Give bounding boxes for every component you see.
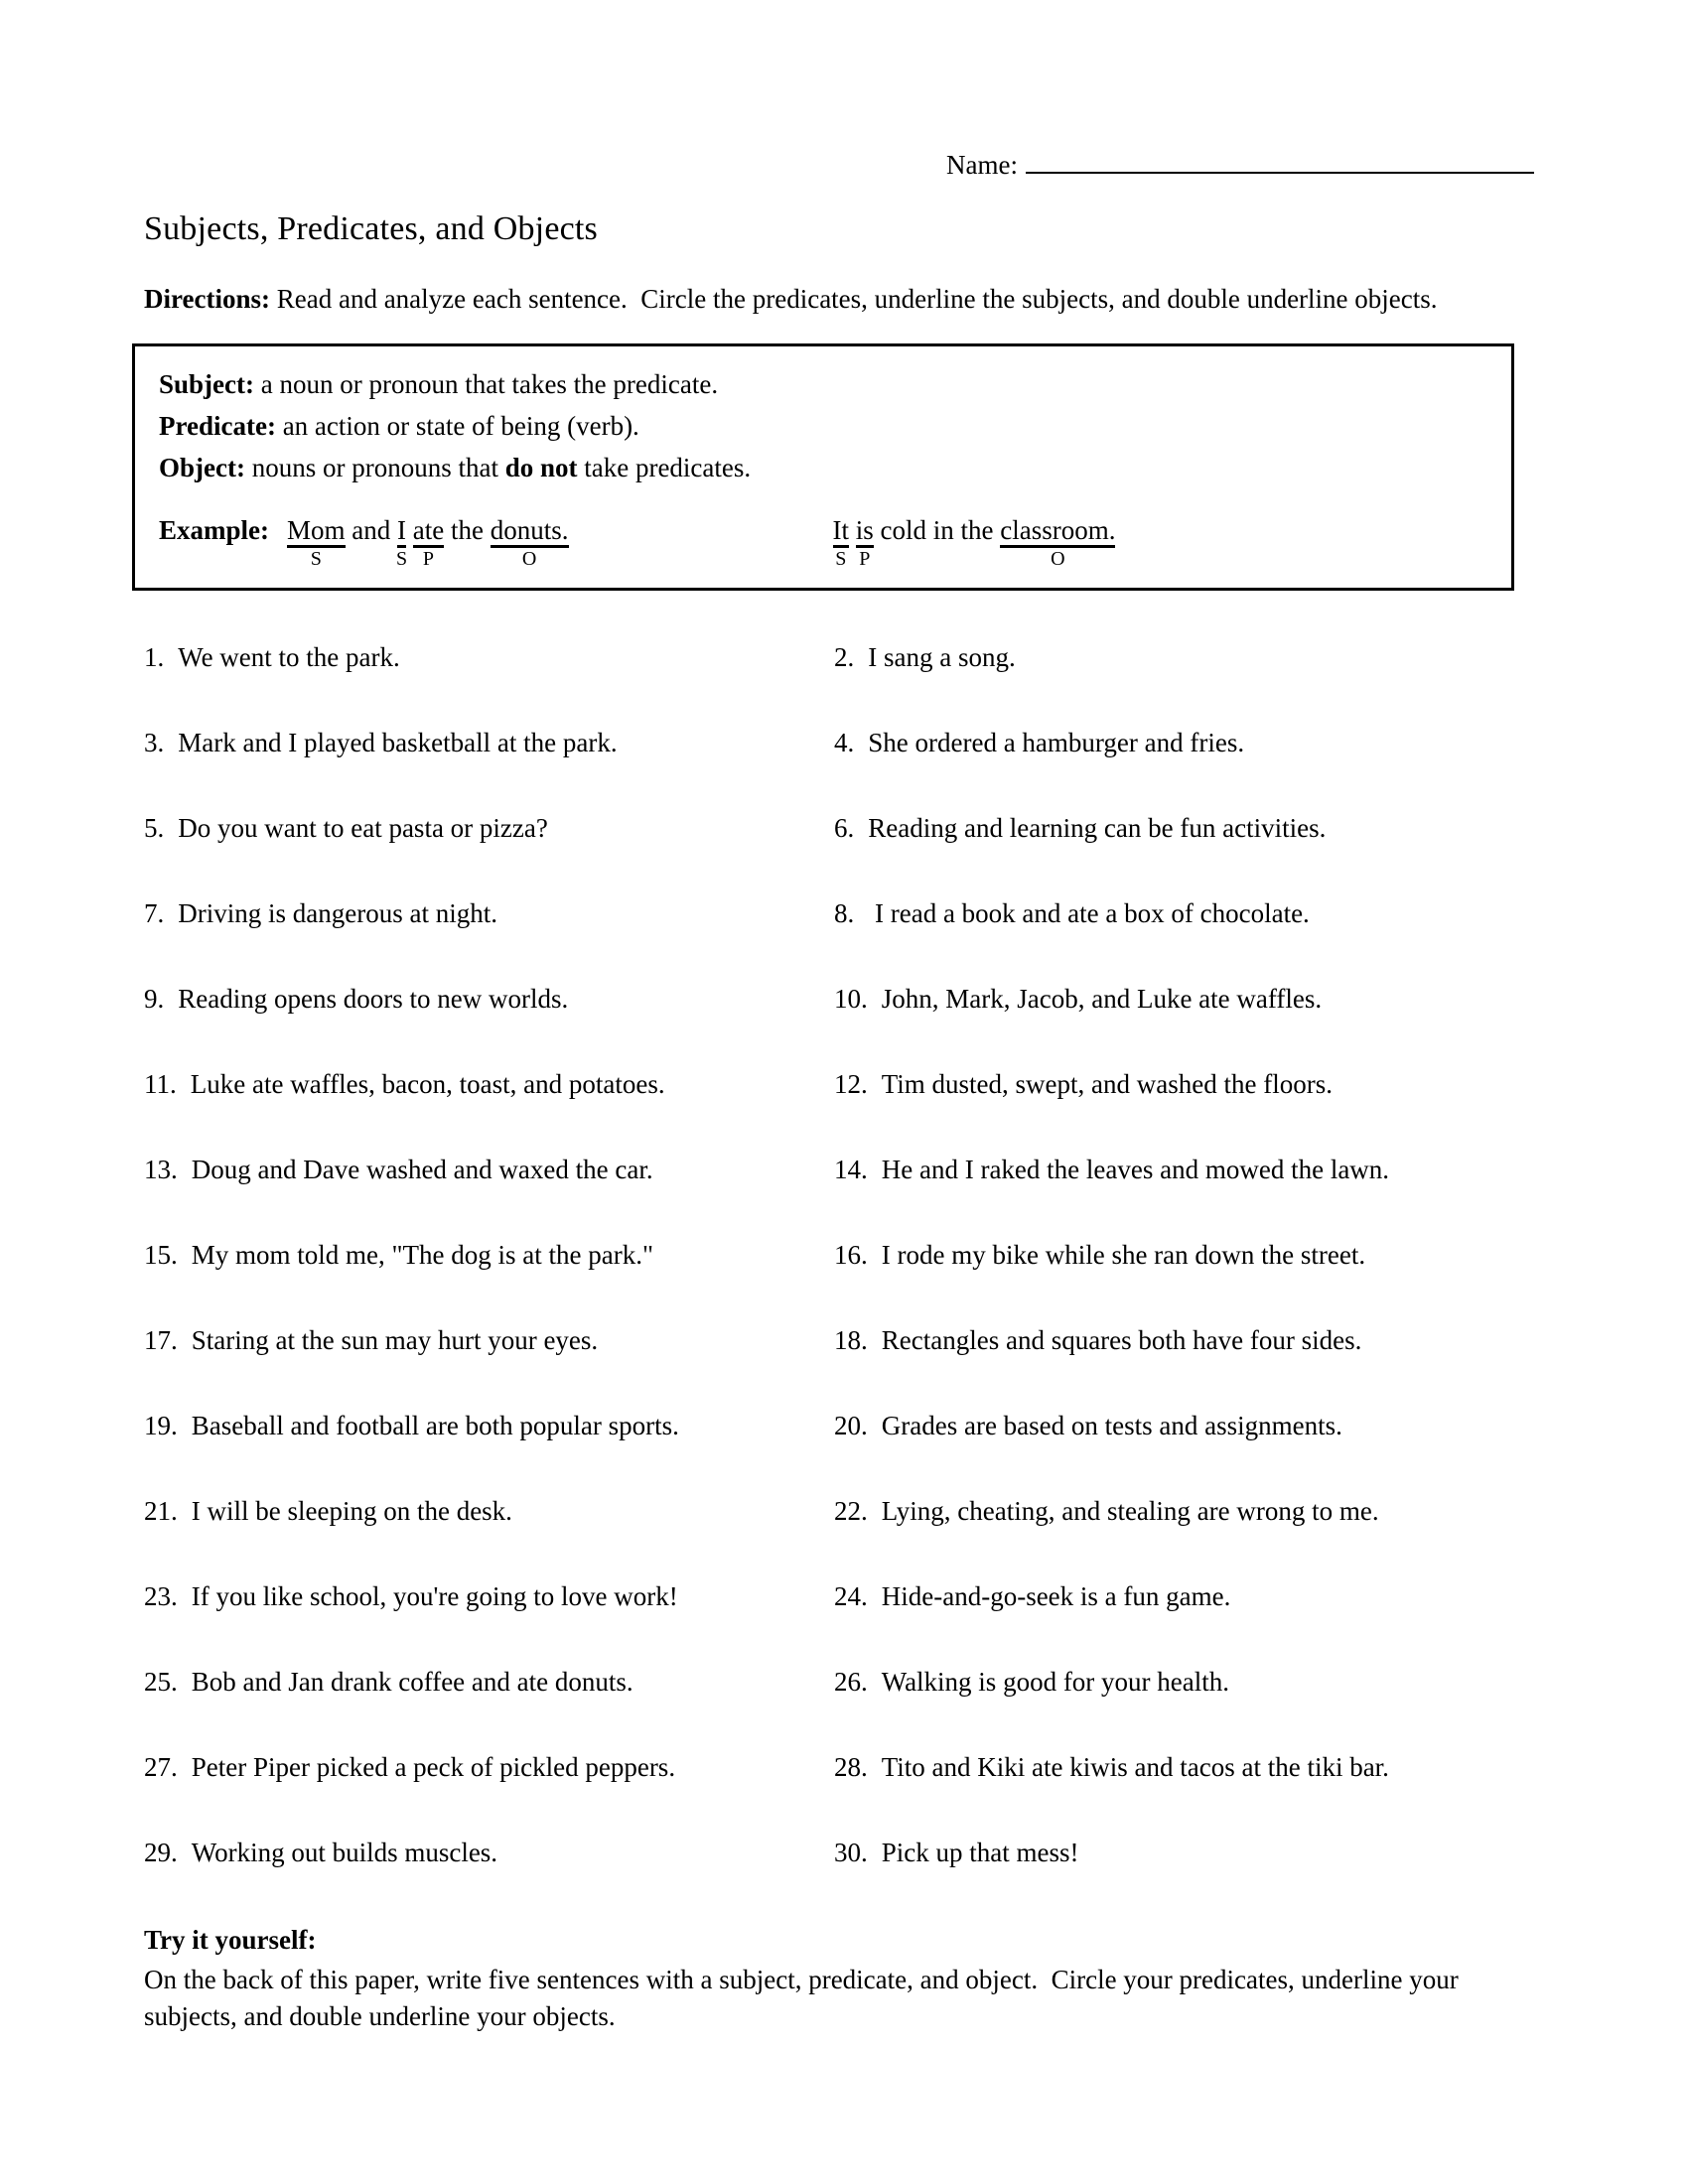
item-text: Tito and Kiki ate kiwis and tacos at the tiki bar. bbox=[881, 1752, 1389, 1783]
item-text: Do you want to eat pasta or pizza? bbox=[178, 813, 548, 844]
item-number: 29. bbox=[144, 1838, 178, 1868]
worksheet-title: Subjects, Predicates, and Objects bbox=[144, 210, 598, 247]
item-text: We went to the park. bbox=[178, 642, 400, 673]
item-number: 13. bbox=[144, 1155, 178, 1185]
text-run: cold in the bbox=[873, 515, 1001, 546]
list-item bbox=[144, 1579, 834, 1613]
directions bbox=[144, 282, 1529, 318]
text-run: and bbox=[345, 515, 397, 546]
list-item bbox=[834, 1836, 1534, 1869]
list-item bbox=[834, 1494, 1534, 1528]
list-item bbox=[144, 640, 834, 674]
item-number: 25. bbox=[144, 1667, 178, 1698]
item-text: Working out builds muscles. bbox=[191, 1838, 498, 1868]
list-item bbox=[834, 1409, 1534, 1442]
item-text: If you like school, you're going to love work! bbox=[191, 1581, 678, 1612]
example-word-s: Mom S bbox=[287, 515, 346, 548]
try-text: On the back of this paper, write five sentences with a subject, predicate, and object. Circle your predicates, underline your subjects, and double underline your objects. bbox=[144, 1965, 1459, 2031]
list-item bbox=[834, 1238, 1534, 1272]
item-text: Hide-and-go-seek is a fun game. bbox=[881, 1581, 1231, 1612]
item-text: He and I raked the leaves and mowed the lawn. bbox=[881, 1155, 1390, 1185]
item-number: 10. bbox=[834, 984, 868, 1015]
list-item bbox=[834, 1579, 1534, 1613]
list-item bbox=[144, 1836, 834, 1869]
definition-subject bbox=[159, 367, 1487, 402]
item-number: 17. bbox=[144, 1325, 178, 1356]
item-number: 1. bbox=[144, 642, 165, 673]
list-item bbox=[834, 640, 1534, 674]
name-blank-line bbox=[1026, 147, 1534, 174]
example-label: Example: bbox=[159, 515, 269, 546]
list-item bbox=[144, 1494, 834, 1528]
list-item bbox=[834, 811, 1534, 845]
text-run: take predicates. bbox=[577, 453, 752, 483]
item-number: 8. bbox=[834, 898, 855, 929]
item-number: 12. bbox=[834, 1069, 868, 1100]
item-text: Luke ate waffles, bacon, toast, and potatoes. bbox=[190, 1069, 665, 1100]
item-number: 3. bbox=[144, 728, 165, 758]
try-it-yourself bbox=[144, 1925, 1534, 2034]
definitions-box bbox=[132, 343, 1514, 591]
directions-label: Directions: bbox=[144, 284, 270, 314]
item-number: 15. bbox=[144, 1240, 178, 1271]
list-item bbox=[834, 726, 1534, 759]
example-row bbox=[159, 515, 1487, 546]
list-item bbox=[834, 982, 1534, 1016]
item-text: Pick up that mess! bbox=[881, 1838, 1079, 1868]
bold-text-run: Subject: bbox=[159, 368, 254, 399]
item-number: 7. bbox=[144, 898, 165, 929]
text-run: the bbox=[444, 515, 491, 546]
list-item bbox=[144, 1238, 834, 1272]
list-item bbox=[144, 1067, 834, 1101]
item-number: 19. bbox=[144, 1411, 178, 1441]
bold-text-run: Predicate: bbox=[159, 411, 276, 441]
list-item bbox=[834, 1153, 1534, 1186]
item-number: 23. bbox=[144, 1581, 178, 1612]
try-heading: Try it yourself: bbox=[144, 1925, 317, 1956]
list-item bbox=[834, 1067, 1534, 1101]
definition-object bbox=[159, 451, 1487, 485]
item-number: 16. bbox=[834, 1240, 868, 1271]
item-number: 2. bbox=[834, 642, 855, 673]
example-word-p: is P bbox=[856, 515, 874, 548]
item-number: 24. bbox=[834, 1581, 868, 1612]
item-text: I rode my bike while she ran down the street. bbox=[881, 1240, 1366, 1271]
list-item bbox=[834, 1323, 1534, 1357]
item-text: Staring at the sun may hurt your eyes. bbox=[191, 1325, 599, 1356]
item-number: 18. bbox=[834, 1325, 868, 1356]
item-text: John, Mark, Jacob, and Luke ate waffles. bbox=[881, 984, 1323, 1015]
item-text: Grades are based on tests and assignments. bbox=[881, 1411, 1342, 1441]
item-text: Lying, cheating, and stealing are wrong to me. bbox=[881, 1496, 1379, 1527]
sentence-list bbox=[144, 640, 1534, 1869]
list-item bbox=[834, 896, 1534, 930]
example-word-s: I S bbox=[397, 515, 406, 548]
list-item bbox=[144, 896, 834, 930]
list-item bbox=[144, 1665, 834, 1699]
list-item bbox=[144, 1750, 834, 1784]
item-text: Peter Piper picked a peck of pickled peppers. bbox=[191, 1752, 676, 1783]
item-number: 14. bbox=[834, 1155, 868, 1185]
item-text: She ordered a hamburger and fries. bbox=[868, 728, 1245, 758]
example-word-o: donuts. O bbox=[491, 515, 569, 548]
item-text: Mark and I played basketball at the park. bbox=[178, 728, 618, 758]
item-number: 28. bbox=[834, 1752, 868, 1783]
item-number: 26. bbox=[834, 1667, 868, 1698]
item-number: 9. bbox=[144, 984, 165, 1015]
text-run bbox=[406, 515, 413, 545]
item-number: 27. bbox=[144, 1752, 178, 1783]
name-row bbox=[144, 0, 1534, 181]
item-text: Baseball and football are both popular sports. bbox=[191, 1411, 679, 1441]
example-sentence-2 bbox=[833, 515, 1116, 546]
item-text: Walking is good for your health. bbox=[881, 1667, 1230, 1698]
item-number: 22. bbox=[834, 1496, 868, 1527]
list-item bbox=[144, 1153, 834, 1186]
example-word-s: It S bbox=[833, 515, 850, 548]
item-text: I read a book and ate a box of chocolate. bbox=[868, 898, 1310, 929]
example-word-p: ate P bbox=[413, 515, 444, 548]
item-text: Tim dusted, swept, and washed the floors. bbox=[881, 1069, 1333, 1100]
text-run: a noun or pronoun that takes the predicate. bbox=[254, 368, 719, 399]
item-text: Doug and Dave washed and waxed the car. bbox=[191, 1155, 653, 1185]
item-number: 6. bbox=[834, 813, 855, 844]
name-label: Name: bbox=[946, 150, 1018, 180]
item-text: Bob and Jan drank coffee and ate donuts. bbox=[191, 1667, 633, 1698]
list-item bbox=[834, 1750, 1534, 1784]
item-number: 5. bbox=[144, 813, 165, 844]
directions-text: Read and analyze each sentence. Circle the predicates, underline the subjects, and double underline objects. bbox=[269, 284, 1438, 314]
list-item bbox=[834, 1665, 1534, 1699]
item-number: 4. bbox=[834, 728, 855, 758]
list-item bbox=[144, 1409, 834, 1442]
item-text: Rectangles and squares both have four sides. bbox=[881, 1325, 1362, 1356]
item-text: Reading and learning can be fun activities. bbox=[868, 813, 1327, 844]
item-text: I sang a song. bbox=[868, 642, 1016, 673]
bold-text-run: do not bbox=[504, 453, 578, 483]
item-number: 30. bbox=[834, 1838, 868, 1868]
list-item bbox=[144, 982, 834, 1016]
list-item bbox=[144, 811, 834, 845]
text-run: an action or state of being (verb). bbox=[275, 411, 639, 441]
item-number: 20. bbox=[834, 1411, 868, 1441]
example-sentence-1 bbox=[287, 515, 569, 546]
text-run: nouns or pronouns that bbox=[244, 453, 505, 483]
example-word-o: classroom. O bbox=[1000, 515, 1115, 548]
item-number: 21. bbox=[144, 1496, 178, 1527]
text-run bbox=[849, 515, 856, 545]
definition-predicate bbox=[159, 409, 1487, 444]
item-text: I will be sleeping on the desk. bbox=[191, 1496, 512, 1527]
list-item bbox=[144, 1323, 834, 1357]
item-text: Reading opens doors to new worlds. bbox=[178, 984, 569, 1015]
bold-text-run: Object: bbox=[159, 453, 245, 483]
item-text: My mom told me, "The dog is at the park." bbox=[191, 1240, 653, 1271]
item-text: Driving is dangerous at night. bbox=[178, 898, 497, 929]
list-item bbox=[144, 726, 834, 759]
item-number: 11. bbox=[144, 1069, 177, 1100]
